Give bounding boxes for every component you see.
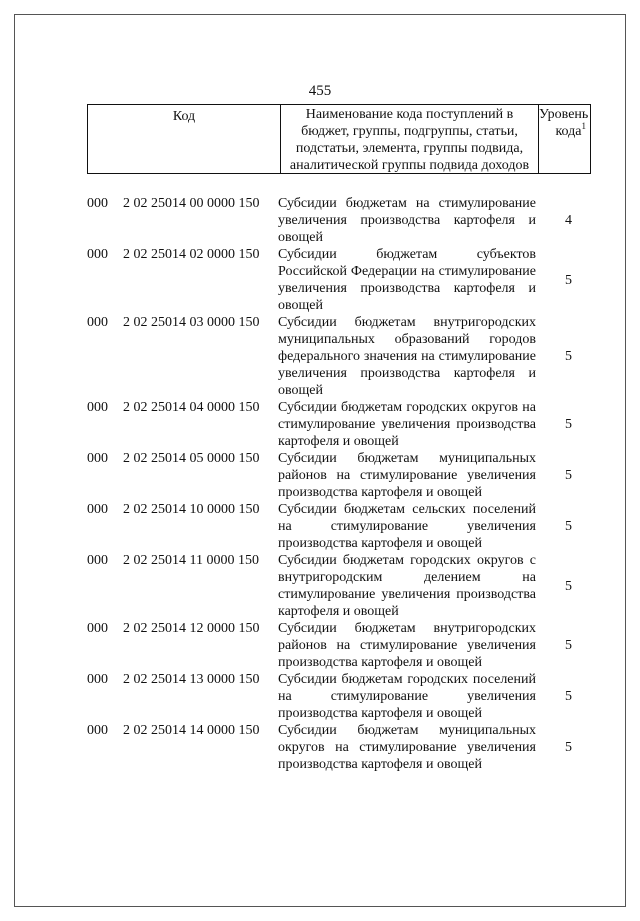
row-prefix: 000 [87,400,108,415]
row-code: 2 02 25014 05 0000 150 [123,451,260,466]
row-level: 5 [565,349,572,364]
row-code: 2 02 25014 03 0000 150 [123,315,260,330]
row-code: 2 02 25014 02 0000 150 [123,247,260,262]
row-prefix: 000 [87,196,108,211]
row-name: Субсидии бюджетам субъектов Российской Федерации на стимулирование увеличения производства картофеля и овощей [278,247,536,313]
row-name: Субсидии бюджетам городских округов с внутригородским делением на стимулирование увеличения производства картофеля и овощей [278,553,536,619]
table-row [87,399,591,450]
table-row [87,620,591,671]
table-body [87,195,591,773]
row-name: Субсидии бюджетам внутригородских районов на стимулирование увеличения производства картофеля и овощей [278,621,536,670]
row-level: 5 [565,638,572,653]
table-header [87,104,591,174]
row-prefix: 000 [87,723,108,738]
row-name: Субсидии бюджетам на стимулирование увеличения производства картофеля и овощей [278,196,536,245]
row-level: 5 [565,740,572,755]
row-prefix: 000 [87,553,108,568]
row-prefix: 000 [87,315,108,330]
header-level-footnote: 1 [581,121,586,131]
row-level: 5 [565,689,572,704]
header-level-label: Уровень кода [539,107,589,139]
row-name: Субсидии бюджетам внутригородских муниципальных образований городов федерального значения на стимулирование увеличения производства картофеля и овощей [278,315,536,398]
row-level: 5 [565,417,572,432]
header-level [539,105,590,174]
table-row [87,552,591,620]
row-name: Субсидии бюджетам городских округов на стимулирование увеличения производства картофеля и овощей [278,400,536,449]
row-prefix: 000 [87,451,108,466]
row-prefix: 000 [87,621,108,636]
row-name: Субсидии бюджетам сельских поселений на стимулирование увеличения производства картофеля и овощей [278,502,536,551]
table-row [87,246,591,314]
row-name: Субсидии бюджетам муниципальных округов на стимулирование увеличения производства картофеля и овощей [278,723,536,772]
row-code: 2 02 25014 13 0000 150 [123,672,260,687]
row-code: 2 02 25014 14 0000 150 [123,723,260,738]
header-code: Код [88,105,281,174]
table-row [87,671,591,722]
row-prefix: 000 [87,247,108,262]
row-code: 2 02 25014 11 0000 150 [123,553,259,568]
table-row [87,314,591,399]
row-name: Субсидии бюджетам городских поселений на стимулирование увеличения производства картофеля и овощей [278,672,536,721]
table-row [87,195,591,246]
row-prefix: 000 [87,502,108,517]
table-row [87,722,591,773]
page-number: 455 [308,83,332,99]
table-row [87,450,591,501]
row-level: 5 [565,519,572,534]
row-code: 2 02 25014 10 0000 150 [123,502,260,517]
row-level: 5 [565,272,572,288]
table-row [87,501,591,552]
row-name: Субсидии бюджетам муниципальных районов на стимулирование увеличения производства картофеля и овощей [278,451,536,500]
row-code: 2 02 25014 00 0000 150 [123,196,260,211]
header-name: Наименование кода поступлений в бюджет, группы, подгруппы, статьи, подстатьи, элемента, группы подвида, аналитической группы подвида доходов [281,105,539,174]
row-code: 2 02 25014 04 0000 150 [123,400,260,415]
row-level: 4 [565,213,572,228]
row-prefix: 000 [87,672,108,687]
row-level: 5 [565,578,572,594]
row-level: 5 [565,468,572,483]
row-code: 2 02 25014 12 0000 150 [123,621,260,636]
